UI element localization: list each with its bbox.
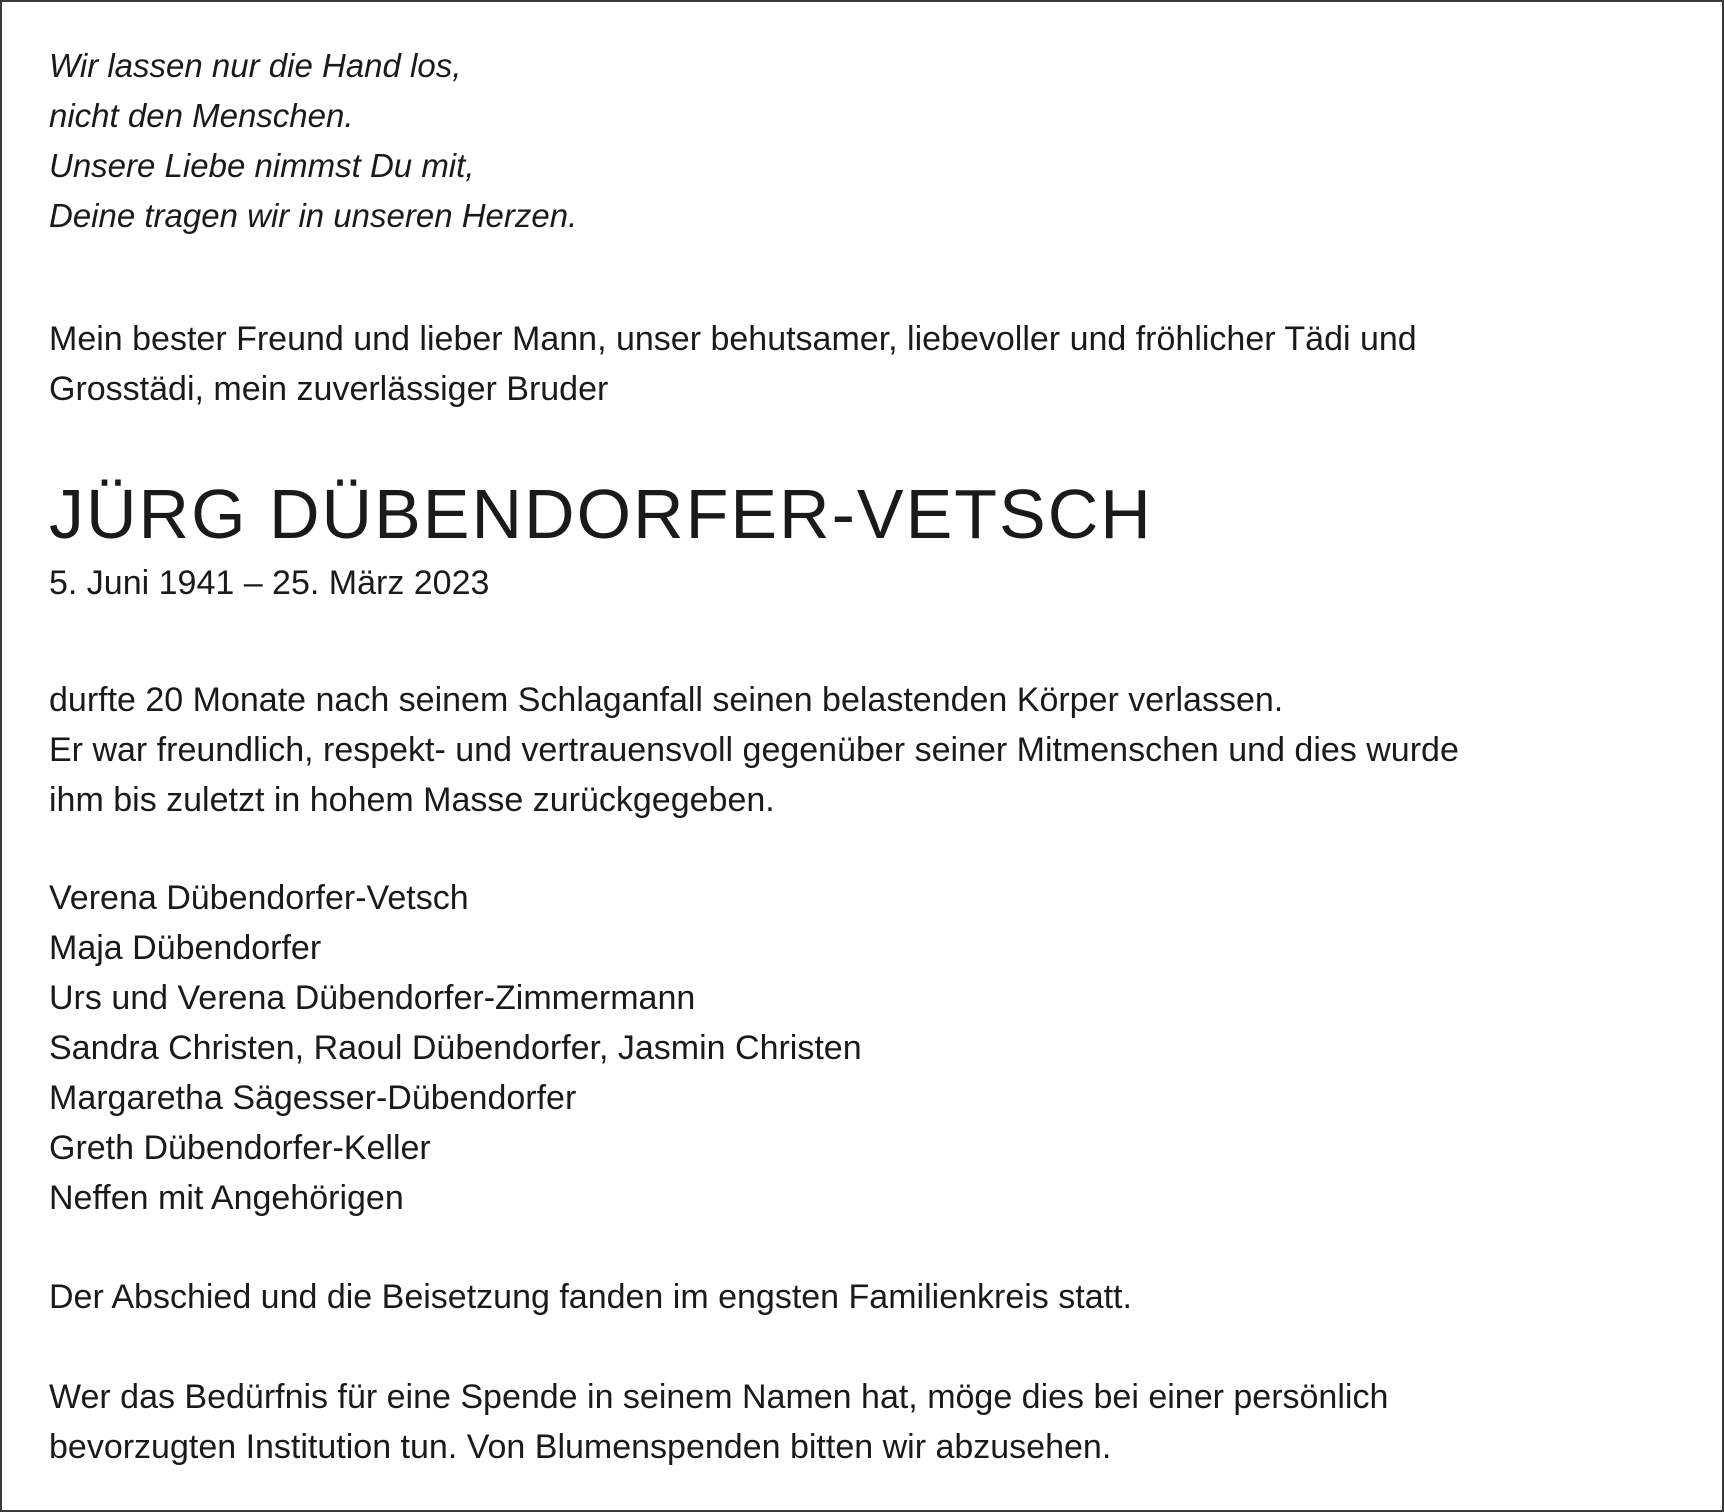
intro-line: Mein bester Freund und lieber Mann, unser behutsamer, liebevoller und fröhlicher Tädi und: [49, 320, 1417, 358]
farewell-note: Der Abschied und die Beisetzung fanden im engsten Familienkreis statt.: [49, 1278, 1132, 1316]
intro-line: Grosstädi, mein zuverlässiger Bruder: [49, 370, 609, 408]
body-text: [49, 675, 1459, 825]
mourner-entry: Urs und Verena Dübendorfer-Zimmermann: [49, 979, 696, 1017]
donation-line: Wer das Bedürfnis für eine Spende in seinem Namen hat, möge dies bei einer persönlich: [49, 1378, 1389, 1416]
mourner-entry: Neffen mit Angehörigen: [49, 1179, 404, 1217]
donation-line: bevorzugten Institution tun. Von Blumenspenden bitten wir abzusehen.: [49, 1428, 1112, 1466]
mourner-entry: Greth Dübendorfer-Keller: [49, 1129, 431, 1167]
body-line: durfte 20 Monate nach seinem Schlaganfall seinen belastenden Körper verlassen.: [49, 681, 1284, 719]
mourner-entry: Maja Dübendorfer: [49, 929, 322, 967]
donation-note: [49, 1372, 1388, 1472]
poem-line: nicht den Menschen.: [49, 97, 354, 134]
mourner-entry: Sandra Christen, Raoul Dübendorfer, Jasmin Christen: [49, 1029, 862, 1067]
mourner-entry: Margaretha Sägesser-Dübendorfer: [49, 1079, 577, 1117]
mourners-list: [49, 873, 862, 1223]
poem-line: Deine tragen wir in unseren Herzen.: [49, 197, 578, 234]
life-dates: 5. Juni 1941 – 25. März 2023: [49, 564, 490, 602]
poem-line: Wir lassen nur die Hand los,: [49, 47, 462, 84]
deceased-name: JÜRG DÜBENDORFER-VETSCH: [49, 475, 1153, 553]
body-line: ihm bis zuletzt in hohem Masse zurückgegeben.: [49, 781, 775, 819]
mourner-entry: Verena Dübendorfer-Vetsch: [49, 879, 469, 917]
poem: [49, 41, 577, 241]
poem-line: Unsere Liebe nimmst Du mit,: [49, 147, 475, 184]
body-line: Er war freundlich, respekt- und vertrauensvoll gegenüber seiner Mitmenschen und dies wurde: [49, 731, 1459, 769]
intro-text: [49, 314, 1417, 414]
